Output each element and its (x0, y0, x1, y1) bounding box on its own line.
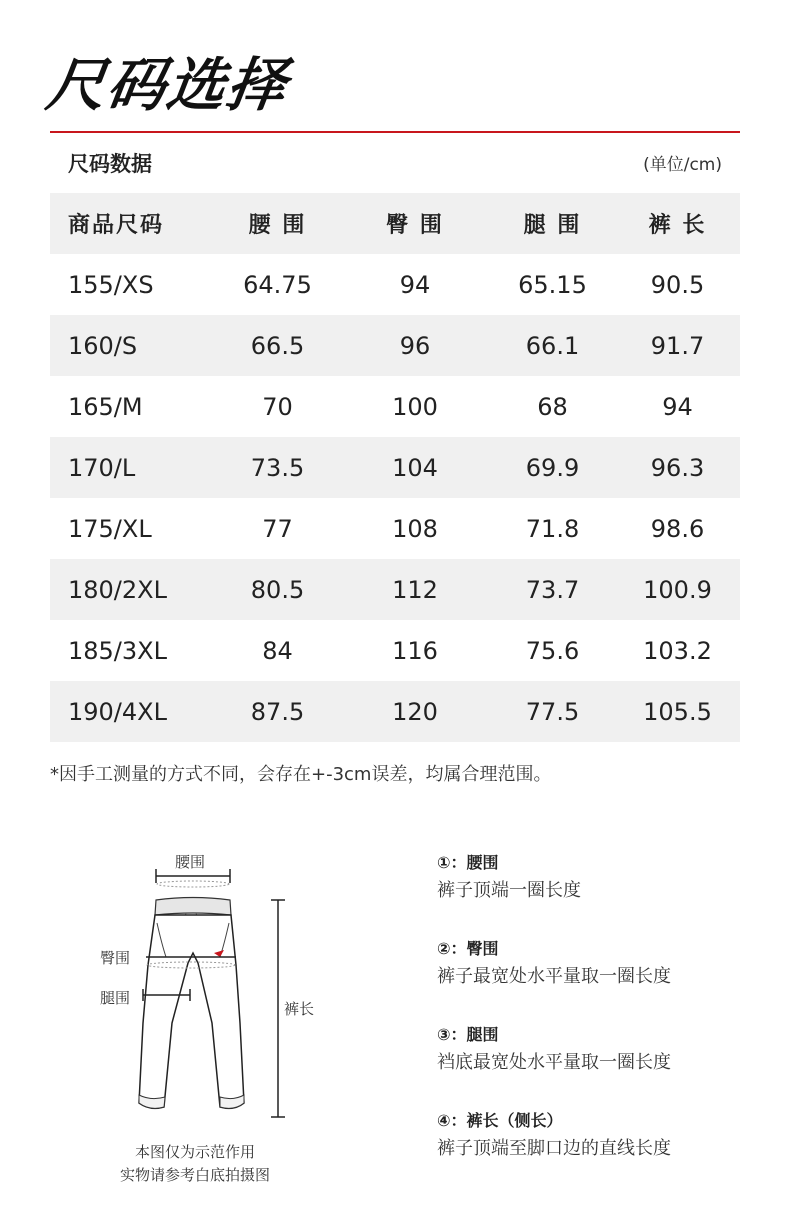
pants-diagram (90, 845, 350, 1125)
cell-size: 190/4XL (68, 697, 167, 726)
cell-thigh: 71.8 (525, 514, 580, 543)
header-thigh: 腿 围 (523, 213, 582, 238)
cell-size: 185/3XL (68, 636, 167, 665)
cell-hip: 96 (399, 331, 431, 360)
cell-size: 160/S (68, 331, 138, 360)
table-row (50, 559, 740, 620)
cell-waist: 87.5 (250, 697, 305, 726)
measurement-definitions (437, 850, 757, 1194)
size-table (50, 193, 740, 742)
cell-waist: 77 (262, 514, 293, 543)
definition-desc: 裆底最宽处水平量取一圈长度 (437, 1052, 671, 1073)
cell-size: 175/XL (68, 514, 152, 543)
cell-waist: 64.75 (243, 270, 312, 299)
thigh-label: 腿围 (100, 989, 131, 1007)
cell-hip: 104 (392, 453, 438, 482)
section-title: 尺码数据 (68, 152, 152, 176)
definition-title: ③：腿围 (437, 1025, 499, 1044)
definition-waist (437, 850, 757, 906)
cell-size: 180/2XL (68, 575, 167, 604)
definition-thigh (437, 1022, 757, 1078)
cell-waist: 84 (262, 636, 293, 665)
cell-hip: 108 (392, 514, 438, 543)
cell-waist: 70 (262, 392, 293, 421)
cell-length: 100.9 (643, 575, 712, 604)
definition-desc: 裤子顶端至脚口边的直线长度 (437, 1138, 671, 1159)
cell-hip: 94 (399, 270, 431, 299)
table-row (50, 437, 740, 498)
table-row (50, 376, 740, 437)
table-row (50, 315, 740, 376)
page-title: 尺码选择 (42, 51, 293, 119)
cell-size: 155/XS (68, 270, 154, 299)
table-header-row (50, 193, 740, 254)
cell-hip: 120 (392, 697, 438, 726)
cell-thigh: 68 (537, 392, 568, 421)
definition-desc: 裤子最宽处水平量取一圈长度 (437, 966, 671, 987)
cell-waist: 66.5 (250, 331, 305, 360)
diagram-caption-2: 实物请参考白底拍摄图 (119, 1166, 270, 1184)
cell-thigh: 69.9 (525, 453, 580, 482)
cell-thigh: 73.7 (525, 575, 580, 604)
cell-length: 90.5 (650, 270, 705, 299)
title-divider (50, 131, 740, 133)
cell-thigh: 66.1 (525, 331, 580, 360)
length-label: 裤长 (284, 1000, 315, 1018)
cell-hip: 112 (392, 575, 438, 604)
header-size: 商品尺码 (68, 213, 165, 238)
cell-length: 98.6 (650, 514, 705, 543)
table-row (50, 254, 740, 315)
cell-length: 96.3 (650, 453, 705, 482)
unit-label: (单位/cm) (643, 155, 722, 175)
table-row (50, 620, 740, 681)
cell-waist: 80.5 (250, 575, 305, 604)
cell-hip: 100 (392, 392, 438, 421)
table-row (50, 681, 740, 742)
header-hip: 臀 围 (386, 213, 444, 238)
cell-length: 103.2 (643, 636, 712, 665)
cell-size: 165/M (68, 392, 143, 421)
cell-hip: 116 (392, 636, 438, 665)
cell-waist: 73.5 (250, 453, 305, 482)
waist-label: 腰围 (175, 853, 206, 871)
header-length: 裤 长 (648, 213, 707, 238)
cell-length: 105.5 (643, 697, 712, 726)
cell-length: 94 (662, 392, 693, 421)
diagram-caption-1: 本图仅为示范作用 (134, 1143, 255, 1161)
table-row (50, 498, 740, 559)
pants-illustration (90, 845, 350, 1125)
definition-length (437, 1108, 757, 1164)
definition-title: ②：臀围 (437, 939, 499, 958)
cell-thigh: 77.5 (525, 697, 580, 726)
header-waist: 腰 围 (248, 213, 307, 238)
cell-thigh: 75.6 (525, 636, 580, 665)
hip-label: 臀围 (100, 949, 131, 967)
definition-title: ④：裤长（侧长） (437, 1111, 563, 1130)
cell-length: 91.7 (650, 331, 705, 360)
measurement-note: *因手工测量的方式不同，会存在+-3cm误差，均属合理范围。 (50, 764, 552, 785)
cell-thigh: 65.15 (518, 270, 587, 299)
definition-title: ①：腰围 (437, 853, 499, 872)
definition-desc: 裤子顶端一圈长度 (437, 880, 581, 901)
definition-hip (437, 936, 757, 992)
cell-size: 170/L (68, 453, 136, 482)
